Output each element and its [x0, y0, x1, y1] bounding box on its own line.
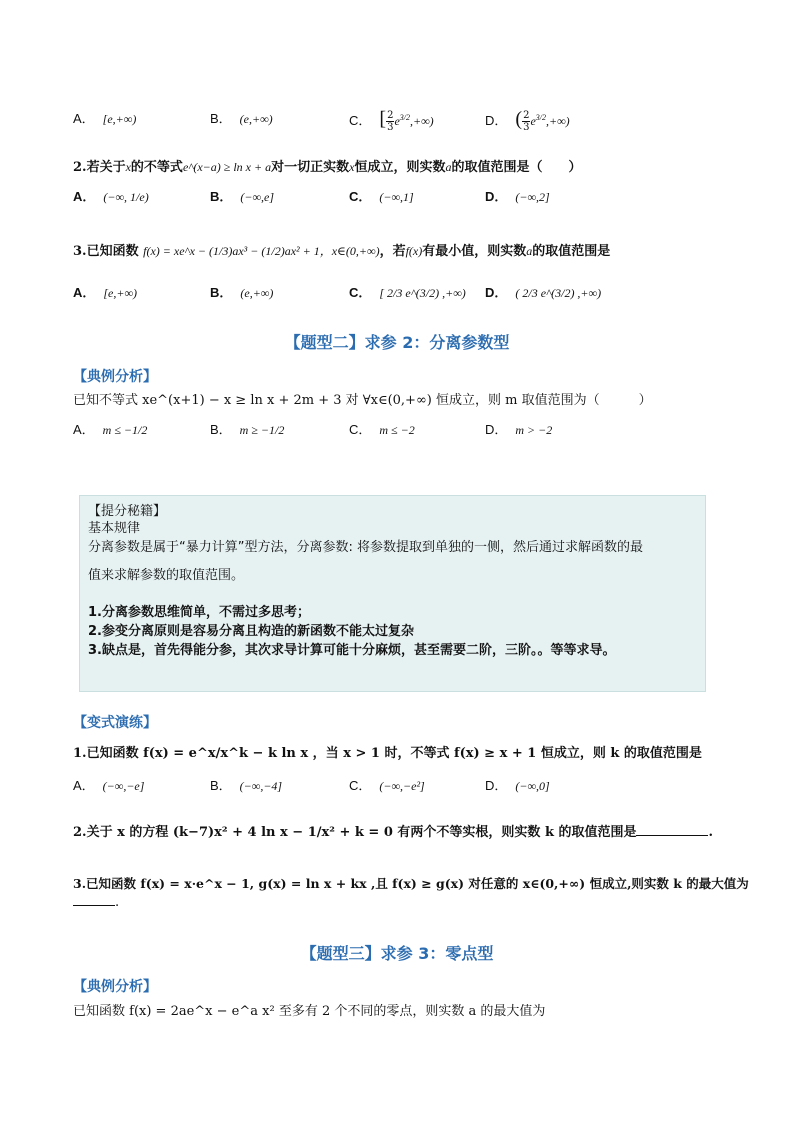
p1-option-b[interactable]: B． (−∞,−4]: [210, 778, 283, 793]
example-tag-3: 【典例分析】: [73, 979, 157, 995]
q3-option-d[interactable]: D． ( 2/3 e^(3/2) ,+∞): [485, 285, 602, 300]
practice-q1-stem: 1.已知函数 f(x) = e^x/x^k − k ln x ，当 x > 1 时，不等式 f(x) ≥ x + 1 恒成立，则 k 的取值范围是: [73, 746, 702, 761]
q1-options: [73, 108, 733, 138]
q2-option-b[interactable]: B． (−∞,e]: [210, 189, 275, 204]
q1-option-d[interactable]: D． ( $\frac{2}{3}$ $e^{3/2},+\infty$): [485, 108, 570, 133]
tip-line-2: 值来求解参数的取值范围。: [88, 568, 245, 583]
practice-q3-answer: .: [73, 893, 119, 910]
practice-q1-options: [73, 775, 733, 805]
q3-stem: 3.已知函数 f(x) = xe^x − (1/3)ax³ − (1/2)ax² + 1，x∈(0,+∞)，若f(x)有最小值，则实数a的取值范围是: [73, 244, 611, 259]
p1-option-d[interactable]: D． (−∞,0]: [485, 778, 550, 793]
q1-option-c[interactable]: C． [ $\frac{2}{3}$ $e^{3/2},+\infty$): [349, 108, 434, 133]
q2-options: [73, 186, 733, 216]
p1-option-a[interactable]: A． (−∞,−e]: [73, 778, 145, 793]
section-title-3: 【题型三】求参 3：零点型: [300, 944, 494, 963]
tip-title: 【提分秘籍】: [88, 504, 167, 519]
p1-option-c[interactable]: C． (−∞,−e²]: [349, 778, 425, 793]
example-text-2: 已知不等式 xe^(x+1) − x ≥ ln x + 2m + 3 对 ∀x∈(0,+∞) 恒成立，则 m 取值范围为（ ）: [73, 393, 652, 408]
tip-item-1: 1.分离参数思维简单，不需过多思考；: [88, 605, 310, 620]
practice-q3-stem: 3.已知函数 f(x) = x·e^x − 1, g(x) = ln x + kx ,且 f(x) ≥ g(x) 对任意的 x∈(0,+∞) 恒成立,则实数 k 的最大值为: [73, 876, 749, 891]
s2-option-c[interactable]: C． m ≤ −2: [349, 422, 415, 437]
practice-q2-stem: 2.关于 x 的方程 (k−7)x² + 4 ln x − 1/x² + k = 0 有两个不等实根，则实数 k 的取值范围是 .: [73, 825, 714, 840]
q1-option-b[interactable]: B． (e,+∞): [210, 111, 273, 126]
q3-option-b[interactable]: B． (e,+∞): [210, 285, 274, 300]
q2-stem: 2.若关于x的不等式e^(x−a) ≥ ln x + a对一切正实数x恒成立，则实数a的取值范围是（ ）: [73, 160, 582, 175]
q2-option-c[interactable]: C． (−∞,1]: [349, 189, 414, 204]
q1-option-a[interactable]: A． [e,+∞): [73, 111, 137, 126]
s2-option-a[interactable]: A． m ≤ −1/2: [73, 422, 148, 437]
tip-line-1: 分离参数是属于“暴力计算”型方法，分离参数: 将参数提取到单独的一侧，然后通过求解函数的最: [88, 540, 643, 555]
q3-options: [73, 282, 733, 312]
answer-blank[interactable]: [636, 823, 708, 836]
q3-option-a[interactable]: A． [e,+∞): [73, 285, 138, 300]
tip-item-2: 2.参变分离原则是容易分离且构造的新函数不能太过复杂: [88, 624, 414, 639]
section2-options: [73, 419, 733, 449]
practice-tag: 【变式演练】: [73, 715, 157, 731]
example-text-3: 已知函数 f(x) = 2ae^x − e^a x² 至多有 2 个不同的零点，则实数 a 的最大值为: [73, 1004, 546, 1019]
s2-option-d[interactable]: D． m > −2: [485, 422, 553, 437]
tip-subtitle: 基本规律: [88, 521, 141, 536]
section-title-2: 【题型二】求参 2：分离参数型: [284, 333, 510, 352]
answer-blank[interactable]: [73, 893, 115, 906]
tip-item-3: 3.缺点是，首先得能分参，其次求导计算可能十分麻烦，甚至需要二阶，三阶。。等等求导。: [88, 643, 616, 658]
s2-option-b[interactable]: B． m ≥ −1/2: [210, 422, 285, 437]
example-tag-2: 【典例分析】: [73, 369, 157, 385]
q2-option-d[interactable]: D． (−∞,2]: [485, 189, 550, 204]
q2-option-a[interactable]: A． (−∞, 1/e): [73, 189, 149, 204]
q3-option-c[interactable]: C． [ 2/3 e^(3/2) ,+∞): [349, 285, 466, 300]
tip-box: [79, 495, 706, 692]
